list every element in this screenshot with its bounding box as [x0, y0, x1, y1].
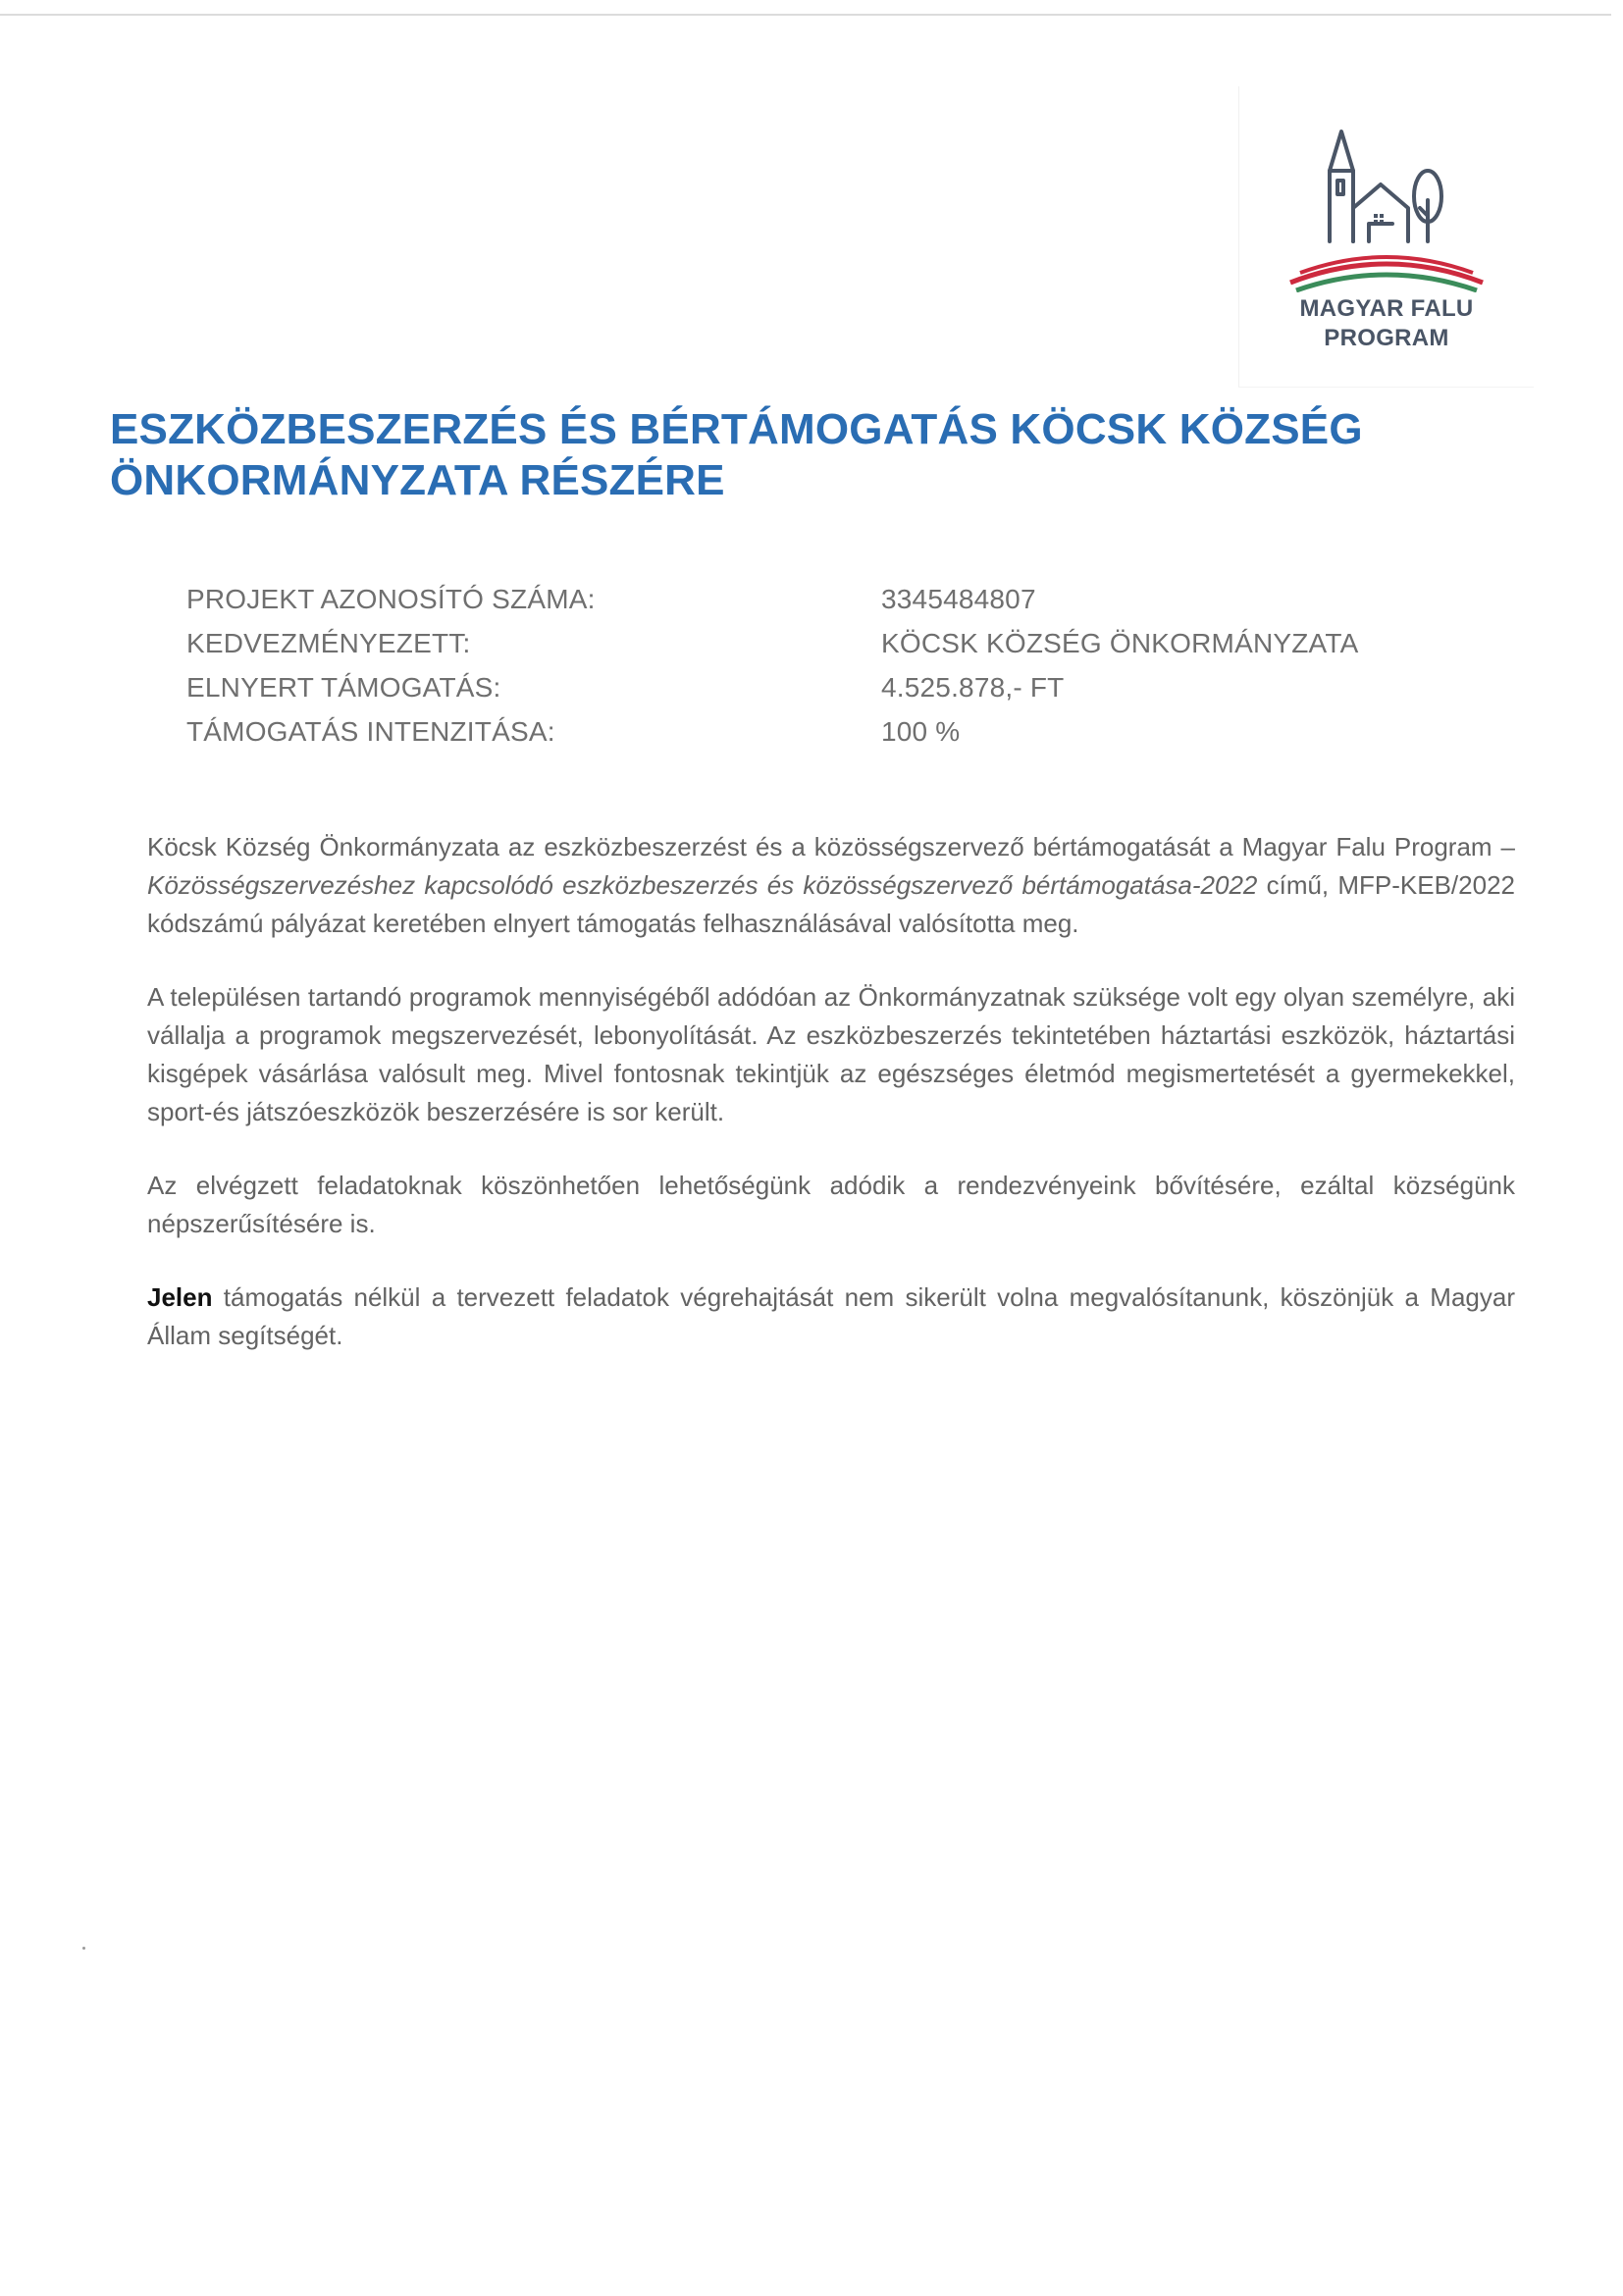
info-value: 3345484807: [881, 583, 1036, 614]
top-rule: [0, 14, 1611, 16]
paragraph-4: [147, 1278, 1515, 1355]
paragraph-1-part-1: Köcsk Község Önkormányzata az eszközbeszerzést és a közösségszervező bértámogatását a Magyar Falu Program –: [147, 832, 1515, 861]
scan-speck: [82, 1947, 85, 1950]
info-label: ELNYERT TÁMOGATÁS:: [186, 671, 501, 703]
page-title: [110, 404, 1386, 506]
paragraph-3: Az elvégzett feladatoknak köszönhetően lehetőségünk adódik a rendezvényeink bővítésére, ezáltal községünk népszerűsítésére is.: [147, 1171, 1515, 1238]
info-label: TÁMOGATÁS INTENZITÁSA:: [186, 715, 555, 747]
title-line-2: ÖNKORMÁNYZATA RÉSZÉRE: [110, 456, 725, 504]
info-value: 4.525.878,- FT: [881, 671, 1065, 703]
paragraph-4-rest: támogatás nélkül a tervezett feladatok végrehajtását nem sikerült volna megvalósítanunk, köszönjük a Magyar Állam segítségét.: [147, 1282, 1515, 1350]
paragraph-1-italic: Közösségszervezéshez kapcsolódó eszközbeszerzés és közösségszervező bértámogatása-2022: [147, 870, 1258, 900]
project-info: [186, 577, 1413, 754]
info-value: KÖCSK KÖZSÉG ÖNKORMÁNYZATA: [881, 627, 1359, 658]
paragraph-2: A településen tartandó programok mennyiségéből adódóan az Önkormányzatnak szüksége volt egy olyan személyre, aki vállalja a programok megszervezését, lebonyolítását. Az eszközbeszerzés tekintetében háztartási eszközök, háztartási kisgépek vásárlása valósult meg. Mivel fontosnak tekintjük az egészséges életmód megismertetését a gyermekekkel, sport-és játszóeszközök beszerzésére is sor került.: [147, 982, 1515, 1126]
logo-line-1: MAGYAR FALU: [1299, 295, 1474, 322]
paragraph-1: [147, 828, 1515, 943]
info-label: KEDVEZMÉNYEZETT:: [186, 627, 471, 658]
info-row-grant-amount: [186, 665, 1413, 709]
title-line-1: ESZKÖZBESZERZÉS ÉS BÉRTÁMOGATÁS KÖCSK KÖZSÉG: [110, 405, 1363, 453]
info-row-intensity: [186, 709, 1413, 754]
body-text: [147, 828, 1515, 1390]
paragraph-1-part-2: című, MFP-KEB/2022 kódszámú pályázat keretében elnyert támogatás felhasználásával valósította meg.: [147, 870, 1515, 938]
logo-text: [1239, 294, 1534, 353]
paragraph-4-lead: Jelen: [147, 1282, 213, 1312]
info-value: 100 %: [881, 715, 961, 747]
info-row-beneficiary: [186, 621, 1413, 665]
logo-line-2: PROGRAM: [1324, 325, 1449, 351]
magyar-falu-logo: [1238, 86, 1534, 388]
info-label: PROJEKT AZONOSÍTÓ SZÁMA:: [186, 583, 596, 614]
village-church-icon: [1283, 128, 1491, 292]
info-row-project-id: [186, 577, 1413, 621]
